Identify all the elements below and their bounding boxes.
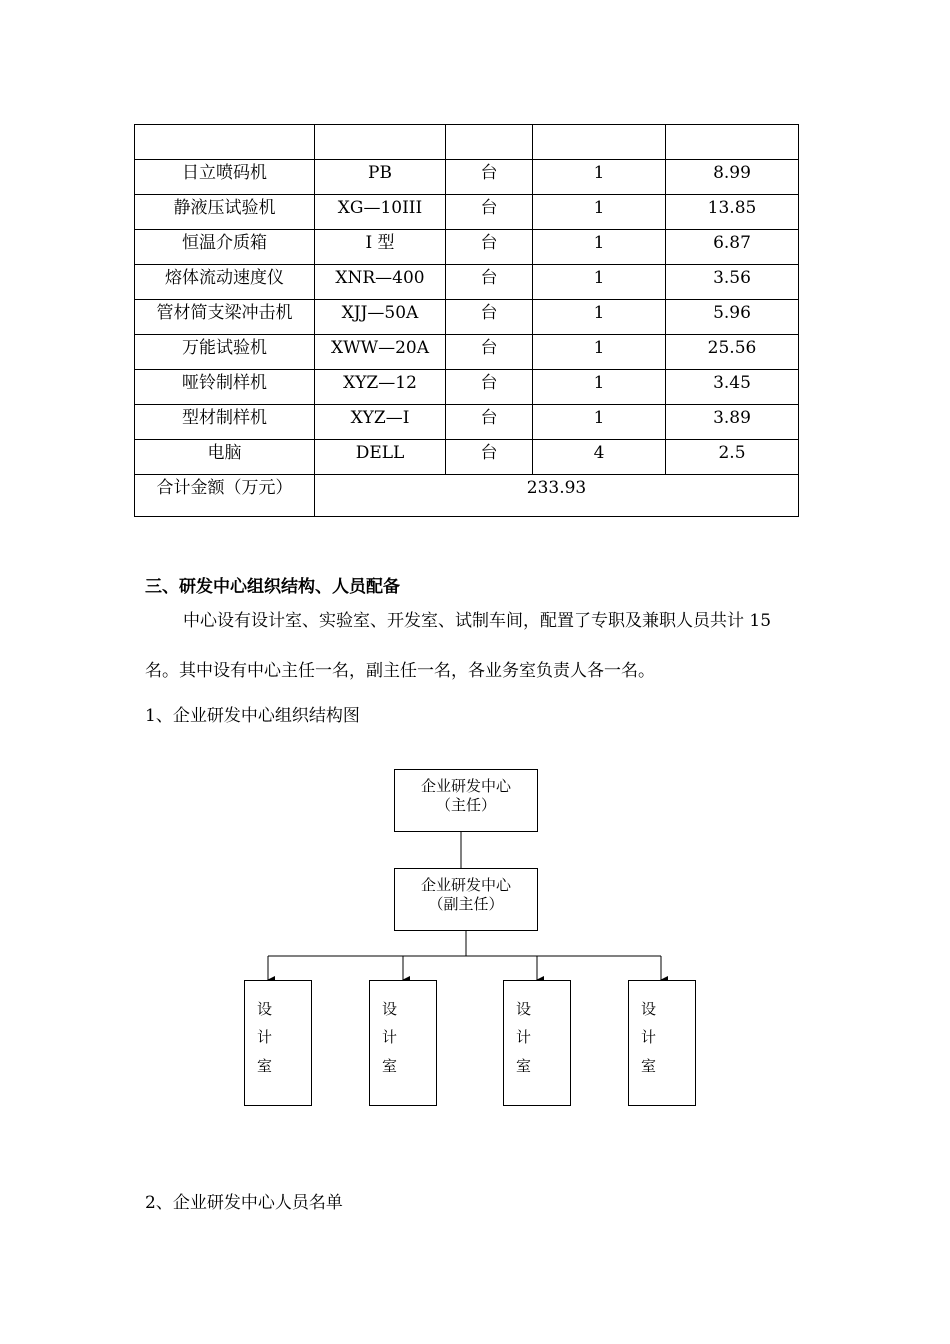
equipment-qty: 1: [533, 405, 666, 440]
equipment-model: I 型: [315, 230, 446, 265]
equipment-amount: 3.89: [666, 405, 799, 440]
dept-char: 设: [257, 1000, 273, 1018]
equipment-amount: 25.56: [666, 335, 799, 370]
org-box-title: 企业研发中心: [420, 777, 511, 795]
equipment-amount: 3.45: [666, 370, 799, 405]
equipment-unit: 台: [446, 335, 533, 370]
equipment-name: 万能试验机: [135, 335, 315, 370]
equipment-model: XNR—400: [315, 265, 446, 300]
org-box-role: （副主任）: [428, 895, 504, 913]
equipment-unit: 台: [446, 300, 533, 335]
org-box-department: [628, 980, 696, 1106]
dept-char: 设: [641, 1000, 657, 1018]
equipment-name: 静液压试验机: [135, 195, 315, 230]
org-box-deputy: [394, 868, 538, 931]
equipment-unit: 台: [446, 440, 533, 475]
equipment-qty: 1: [533, 265, 666, 300]
equipment-model: XYZ—I: [315, 405, 446, 440]
equipment-name: 日立喷码机: [135, 160, 315, 195]
equipment-name: 哑铃制样机: [135, 370, 315, 405]
total-label: 合计金额（万元）: [135, 475, 315, 517]
equipment-amount: 8.99: [666, 160, 799, 195]
equipment-amount: 6.87: [666, 230, 799, 265]
dept-char: 计: [257, 1028, 273, 1046]
subheading-staff-list: 2、企业研发中心人员名单: [145, 1193, 343, 1213]
subheading-org-chart: 1、企业研发中心组织结构图: [145, 706, 360, 726]
org-box-department: [503, 980, 571, 1106]
equipment-name: 管材简支梁冲击机: [135, 300, 315, 335]
equipment-name: 型材制样机: [135, 405, 315, 440]
dept-char: 室: [516, 1057, 532, 1075]
org-box-director: [394, 769, 538, 832]
equipment-unit: 台: [446, 265, 533, 300]
total-value: 233.93: [315, 475, 799, 517]
paragraph-line-2: 名。其中设有中心主任一名，副主任一名，各业务室负责人各一名。: [145, 661, 655, 681]
equipment-qty: 1: [533, 230, 666, 265]
equipment-model: PB: [315, 160, 446, 195]
paragraph-line-1: 中心设有设计室、实验室、开发室、试制车间，配置了专职及兼职人员共计 15: [183, 611, 772, 631]
equipment-unit: 台: [446, 405, 533, 440]
equipment-unit: 台: [446, 160, 533, 195]
equipment-unit: 台: [446, 230, 533, 265]
org-box-title: 企业研发中心: [420, 876, 511, 894]
equipment-model: XJJ—50A: [315, 300, 446, 335]
equipment-qty: 1: [533, 370, 666, 405]
equipment-model: DELL: [315, 440, 446, 475]
equipment-name: 电脑: [135, 440, 315, 475]
org-box-department: [244, 980, 312, 1106]
dept-char: 设: [516, 1000, 532, 1018]
equipment-amount: 2.5: [666, 440, 799, 475]
equipment-model: XYZ—12: [315, 370, 446, 405]
org-box-department: [369, 980, 437, 1106]
dept-char: 计: [382, 1028, 398, 1046]
equipment-amount: 3.56: [666, 265, 799, 300]
dept-char: 计: [641, 1028, 657, 1046]
equipment-amount: 5.96: [666, 300, 799, 335]
dept-char: 室: [382, 1057, 398, 1075]
org-box-role: （主任）: [435, 796, 496, 814]
equipment-qty: 1: [533, 195, 666, 230]
section-heading: 三、研发中心组织结构、人员配备: [145, 577, 400, 597]
dept-char: 室: [257, 1057, 273, 1075]
equipment-name: 恒温介质箱: [135, 230, 315, 265]
equipment-model: XG—10III: [315, 195, 446, 230]
equipment-name: 熔体流动速度仪: [135, 265, 315, 300]
dept-char: 室: [641, 1057, 657, 1075]
equipment-qty: 1: [533, 160, 666, 195]
equipment-model: XWW—20A: [315, 335, 446, 370]
equipment-qty: 1: [533, 300, 666, 335]
equipment-qty: 1: [533, 335, 666, 370]
equipment-qty: 4: [533, 440, 666, 475]
dept-char: 设: [382, 1000, 398, 1018]
equipment-amount: 13.85: [666, 195, 799, 230]
equipment-unit: 台: [446, 370, 533, 405]
equipment-unit: 台: [446, 195, 533, 230]
dept-char: 计: [516, 1028, 532, 1046]
